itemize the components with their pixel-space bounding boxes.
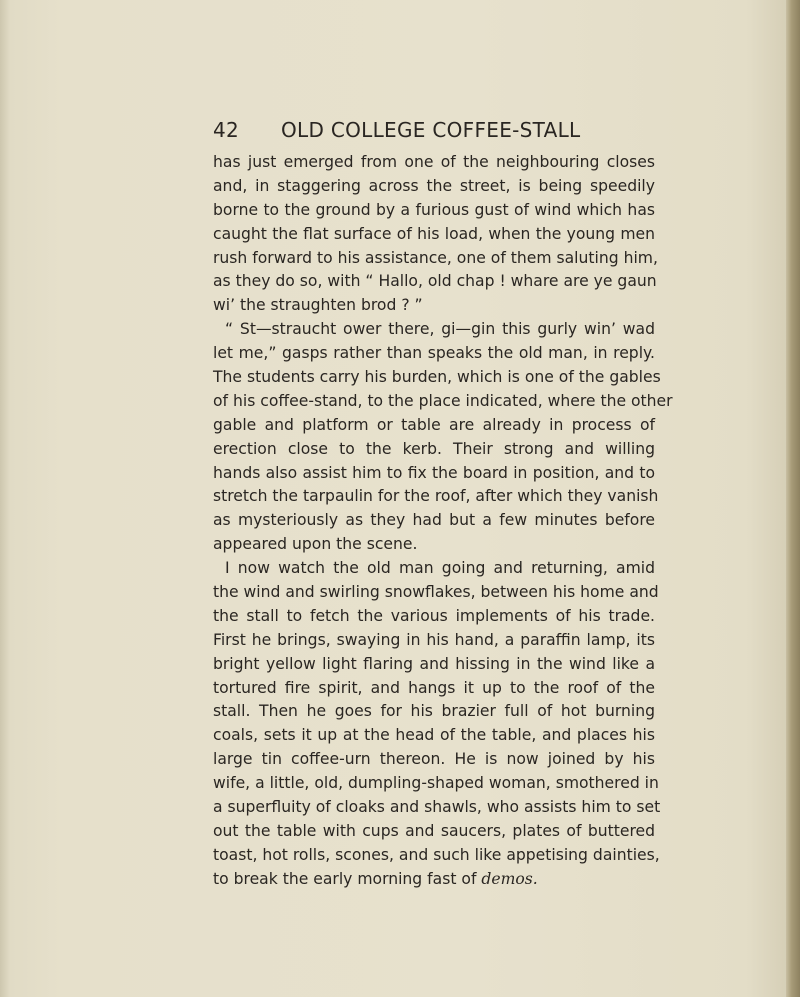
text-line: wife, a little, old, dumpling-shaped woman, smothered in — [213, 774, 659, 793]
text-line: a superfluity of cloaks and shawls, who assists him to set — [213, 798, 661, 817]
text-line: bright yellow light flaring and hissing in the wind like a — [213, 654, 655, 673]
text-line: large tin coffee-urn thereon. He is now joined by his — [213, 750, 655, 769]
text-line: stretch the tarpaulin for the roof, after which they vanish — [213, 487, 659, 506]
text-line: rush forward to his assistance, one of them saluting him, — [213, 248, 658, 267]
gutter-shadow — [0, 0, 10, 997]
text-line: gable and platform or table are already in process of — [213, 415, 655, 434]
text-line: erection close to the kerb. Their strong and willing — [213, 439, 655, 458]
text-line: borne to the ground by a furious gust of wind which has — [213, 200, 655, 219]
text-line: stall. Then he goes for his brazier full of hot burning — [213, 702, 655, 721]
final-text-line — [213, 868, 655, 892]
body-text — [213, 151, 673, 892]
text-line: of his coffee-stand, to the place indicated, where the other — [213, 391, 673, 410]
text-line: let me,” gasps rather than speaks the old man, in reply. — [213, 344, 655, 363]
text-line: I now watch the old man going and returning, amid — [225, 559, 655, 578]
running-header — [213, 116, 598, 144]
text-line: The students carry his burden, which is one of the gables — [213, 368, 661, 387]
text-line: wi’ the straughten brod ? ” — [213, 296, 423, 315]
text-line: hands also assist him to fix the board in position, and to — [213, 463, 655, 482]
text-line: toast, hot rolls, scones, and such like appetising dainties, — [213, 845, 660, 864]
text-line: as they do so, with “ Hallo, old chap ! whare are ye gaun — [213, 272, 657, 291]
text-line: tortured fire spirit, and hangs it up to the roof of the — [213, 678, 655, 697]
text-line: as mysteriously as they had but a few minutes before — [213, 511, 655, 530]
page-edge — [786, 0, 800, 997]
text-line: caught the flat surface of his load, when the young men — [213, 224, 655, 243]
final-line-text: to break the early morning fast of — [213, 869, 482, 888]
page-number: 42 — [213, 118, 240, 142]
text-line: out the table with cups and saucers, plates of buttered — [213, 821, 655, 840]
text-line: and, in staggering across the street, is being speedily — [213, 176, 655, 195]
text-line: the stall to fetch the various implements of his trade. — [213, 606, 655, 625]
text-line: the wind and swirling snowflakes, between his home and — [213, 583, 659, 602]
text-line: First he brings, swaying in his hand, a paraffin lamp, its — [213, 630, 655, 649]
text-line: coals, sets it up at the head of the table, and places his — [213, 726, 655, 745]
italic-word: demos. — [481, 869, 538, 888]
text-line: “ St—straucht ower there, gi—gin this gurly win’ wad — [225, 320, 655, 339]
text-line: has just emerged from one of the neighbouring closes — [213, 153, 655, 171]
text-line: appeared upon the scene. — [213, 535, 418, 554]
running-title: OLD COLLEGE COFFEE-STALL — [281, 118, 581, 142]
